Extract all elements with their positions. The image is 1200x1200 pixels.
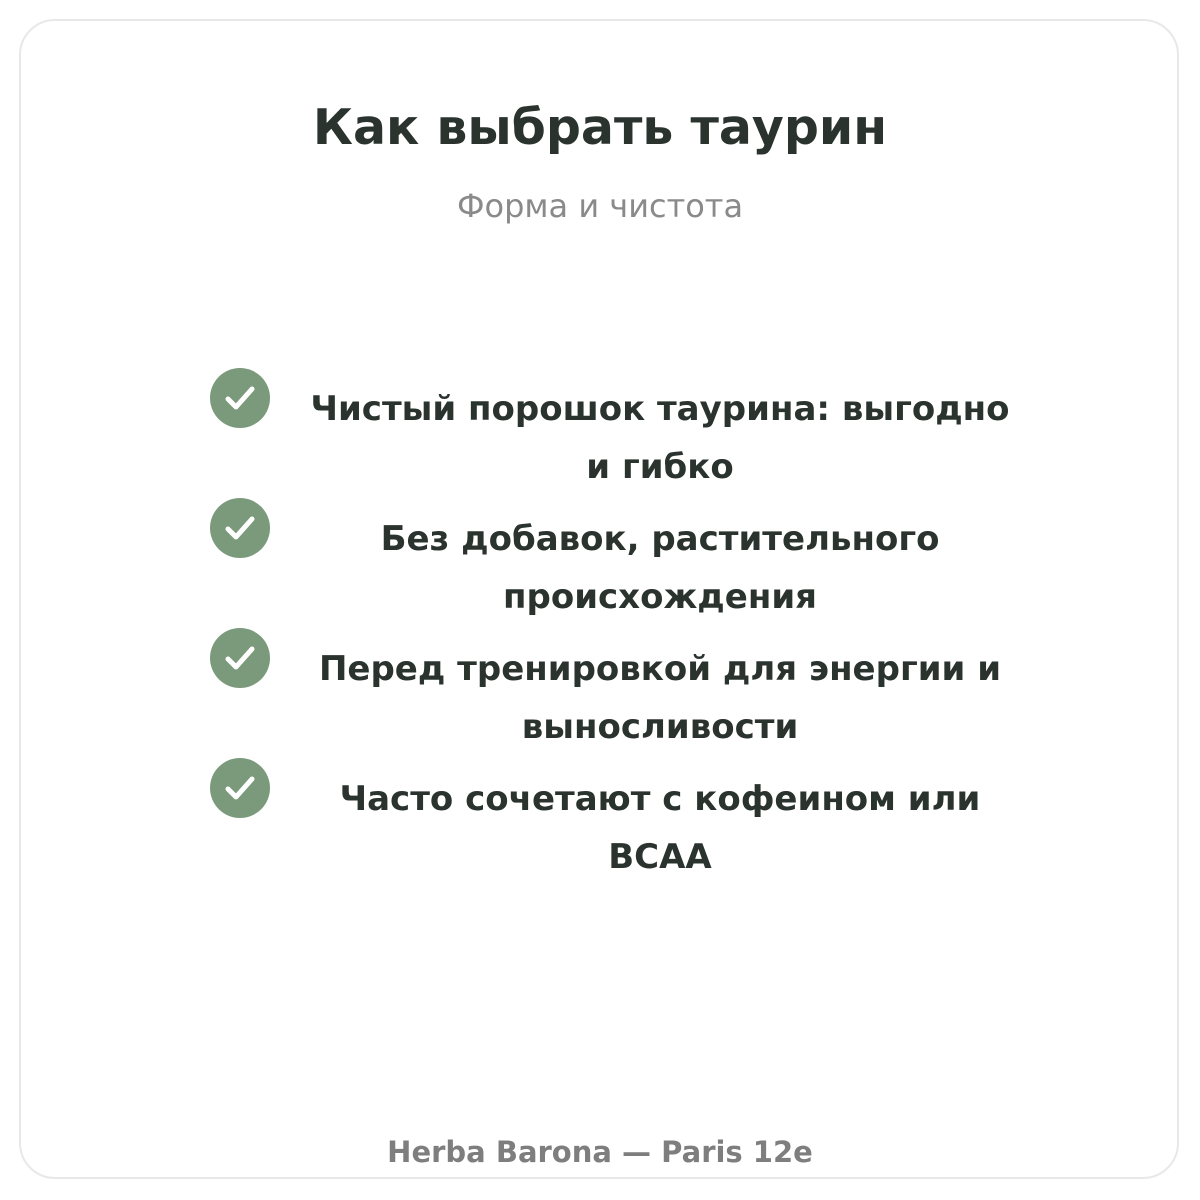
check-circle-icon <box>210 628 270 688</box>
page-subtitle: Форма и чистота <box>456 187 744 225</box>
footer-brand: Herba Barona — Paris 12e <box>387 1135 813 1169</box>
check-circle-icon <box>210 368 270 428</box>
feature-text: Перед тренировкой для энергии и выносливости <box>318 649 1002 747</box>
feature-text: Часто сочетают с кофеином или BCAA <box>339 779 981 877</box>
page-title: Как выбрать таурин <box>312 99 888 156</box>
feature-text: Чистый порошок таурина: выгодно и гибко <box>310 389 1010 487</box>
feature-text: Без добавок, растительного происхождения <box>380 519 940 617</box>
check-circle-icon <box>210 758 270 818</box>
check-circle-icon <box>210 498 270 558</box>
